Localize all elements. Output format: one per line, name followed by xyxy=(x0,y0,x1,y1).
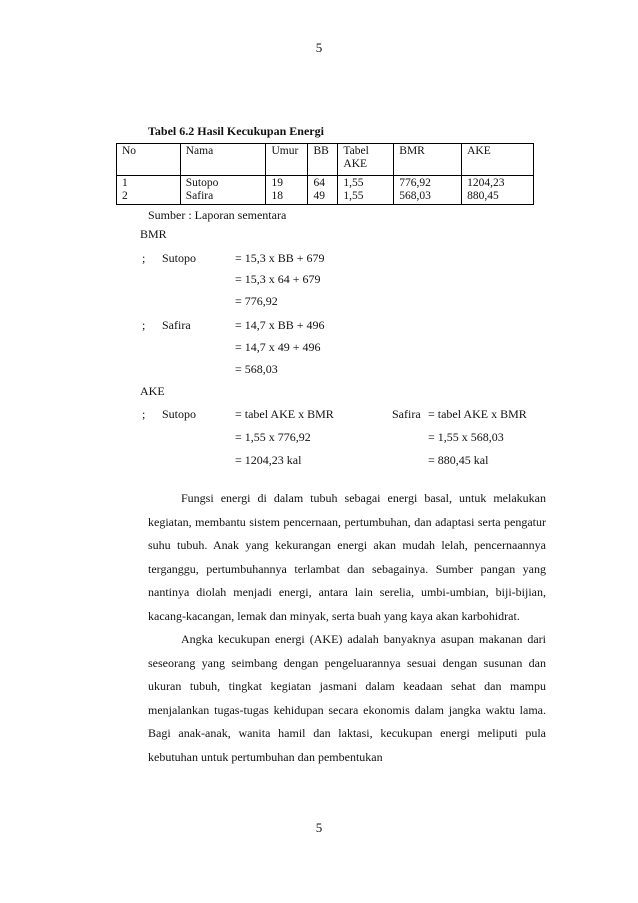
ake-safira-line: = 880,45 kal xyxy=(428,453,489,467)
bmr-sutopo-line: = 776,92 xyxy=(235,294,278,308)
cell-tabel-ake: 1,55 1,55 xyxy=(338,176,394,205)
cell-bb: 64 49 xyxy=(308,176,338,205)
header-no: No xyxy=(117,144,181,176)
table-header-row xyxy=(117,144,534,176)
header-umur: Umur xyxy=(266,144,308,176)
header-tabel-ake: Tabel AKE xyxy=(338,144,394,176)
bmr-sutopo-line: = 15,3 x BB + 679 xyxy=(235,251,325,265)
ake-sutopo-line: = tabel AKE x BMR xyxy=(235,407,334,421)
ake-heading: AKE xyxy=(140,384,165,398)
bmr-sutopo-marker: ; xyxy=(142,251,146,265)
energy-table xyxy=(116,143,534,205)
bmr-safira-name: Safira xyxy=(162,318,191,332)
header-bmr: BMR xyxy=(394,144,462,176)
ake-sutopo-name: Sutopo xyxy=(162,407,197,421)
bmr-safira-line: = 14,7 x 49 + 496 xyxy=(235,340,321,354)
paragraph-energy-function: Fungsi energi di dalam tubuh sebagai energi basal, untuk melakukan kegiatan, membantu sistem pencernaan, pertumbuhan, dan adaptasi serta pengatur suhu tubuh. Anak yang kekurangan energi akan mudah lelah, pencernaannya terganggu, pertumbuhannya terlambat dan sebagainya. Sumber pangan yang nantinya diolah menjadi energi, antara lain serelia, umbi-umbian, biji-bijian, kacang-kacangan, lemak dan minyak, serta buah yang kaya akan karbohidrat. xyxy=(148,491,546,623)
cell-ake: 1204,23 880,45 xyxy=(462,176,534,205)
ake-sutopo-line: = 1,55 x 776,92 xyxy=(235,430,311,444)
cell-no: 1 2 xyxy=(117,176,181,205)
header-nama: Nama xyxy=(180,144,266,176)
header-bb: BB xyxy=(308,144,338,176)
body-text xyxy=(148,487,546,769)
ake-sutopo-line: = 1204,23 kal xyxy=(235,453,302,467)
cell-nama: Sutopo Safira xyxy=(180,176,266,205)
ake-safira-name: Safira xyxy=(392,407,421,421)
bmr-sutopo-line: = 15,3 x 64 + 679 xyxy=(235,272,321,286)
cell-umur: 19 18 xyxy=(266,176,308,205)
ake-sutopo-marker: ; xyxy=(142,407,146,421)
table-caption: Tabel 6.2 Hasil Kecukupan Energi xyxy=(148,124,324,138)
page-number-bottom: 5 xyxy=(315,820,323,835)
cell-bmr: 776,92 568,03 xyxy=(394,176,462,205)
ake-safira-line: = 1,55 x 568,03 xyxy=(428,430,504,444)
table-source: Sumber : Laporan sementara xyxy=(148,208,287,222)
bmr-safira-line: = 568,03 xyxy=(235,362,278,376)
header-ake: AKE xyxy=(462,144,534,176)
table-body-row xyxy=(117,176,534,205)
ake-safira-line: = tabel AKE x BMR xyxy=(428,407,527,421)
bmr-safira-line: = 14,7 x BB + 496 xyxy=(235,318,325,332)
paragraph-ake-definition: Angka kecukupan energi (AKE) adalah banyaknya asupan makanan dari seseorang yang seimbang dengan pengeluarannya sesuai dengan susunan dan ukuran tubuh, tingkat kegiatan jasmani dalam keadaan sehat dan mampu menjalankan tugas-tugas kehidupan secara ekonomis dalam jangka waktu lama. Bagi anak-anak, wanita hamil dan laktasi, kecukupan energi meliputi pula kebutuhan untuk pertumbuhan dan pembentukan xyxy=(148,632,546,764)
bmr-sutopo-name: Sutopo xyxy=(162,251,197,265)
page-number-top: 5 xyxy=(315,40,323,55)
bmr-heading: BMR xyxy=(140,227,167,241)
bmr-safira-marker: ; xyxy=(142,318,146,332)
